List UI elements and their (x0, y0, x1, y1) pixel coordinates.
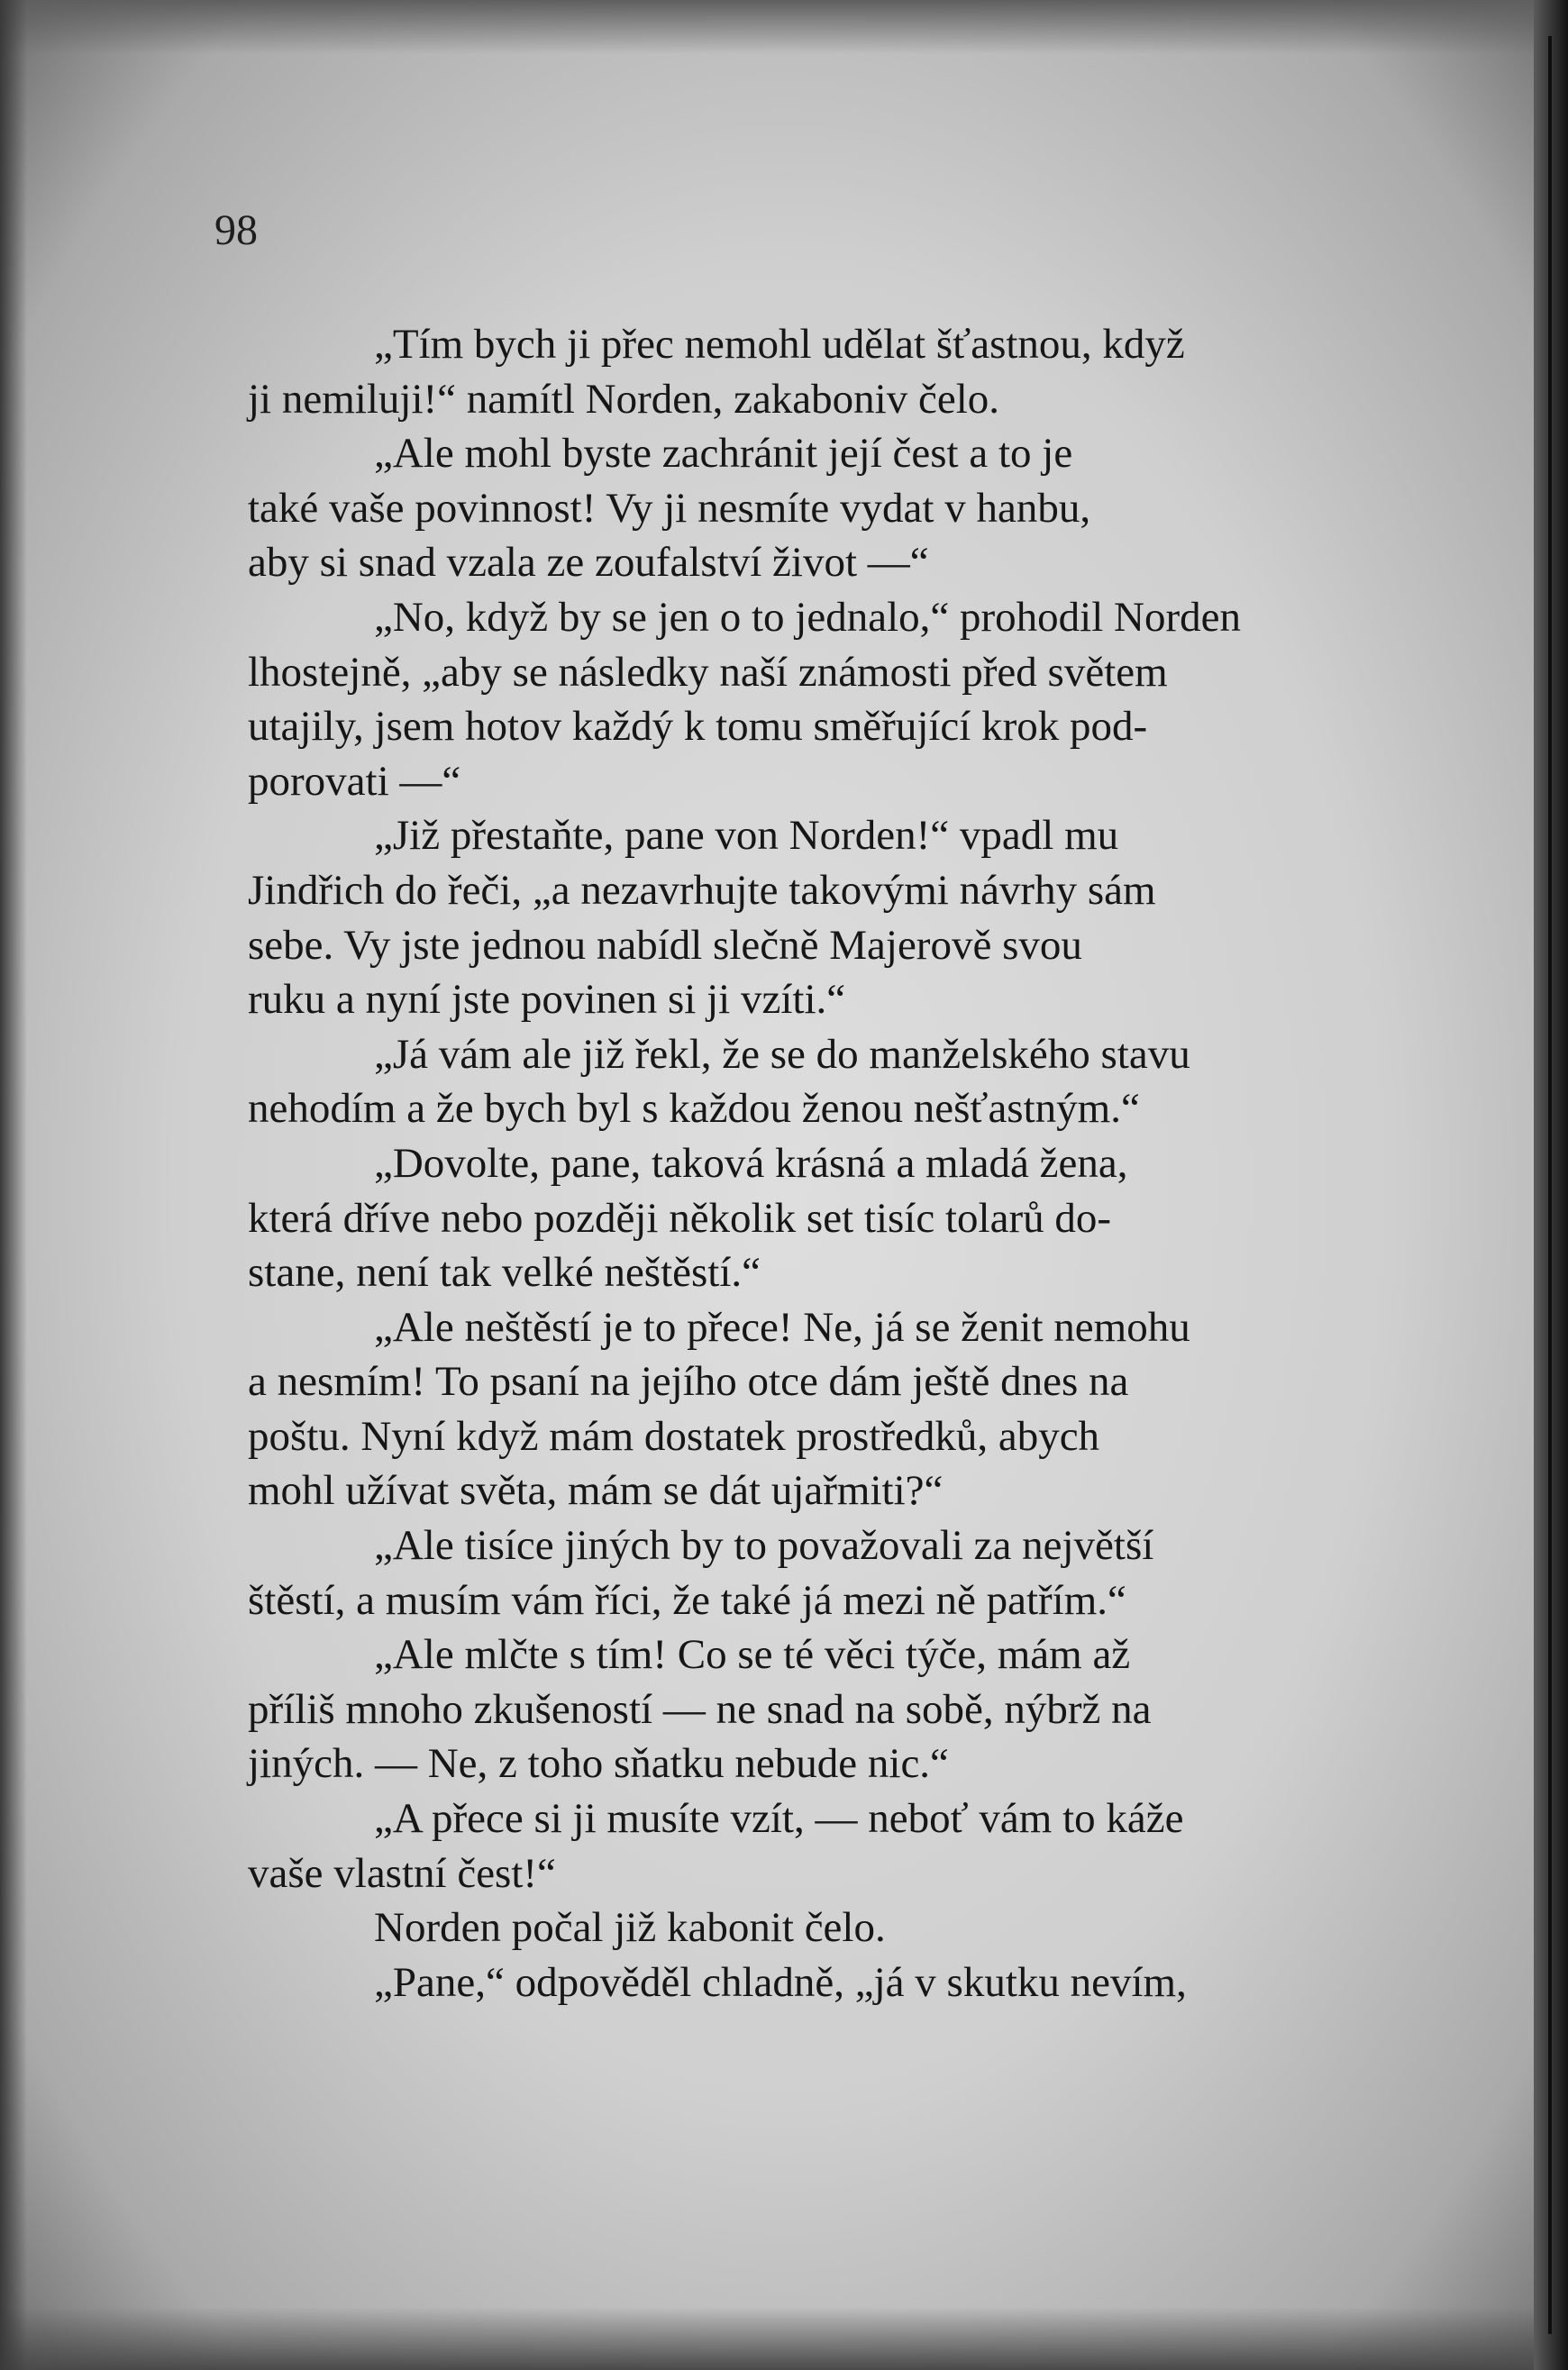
text-line: „No, když by se jen o to jednalo,“ prohodil Norden (374, 593, 1241, 641)
text-line: také vaše povinnost! Vy ji nesmíte vydat v hanbu, (248, 484, 1091, 532)
text-line: která dříve nebo později několik set tisíc tolarů do- (248, 1194, 1111, 1242)
paragraph (248, 426, 1370, 590)
text-line: „Pane,“ odpověděl chladně, „já v skutku nevím, (374, 1958, 1187, 2006)
text-line: sebe. Vy jste jednou nabídl slečně Majerově svou (248, 921, 1082, 969)
page-bottom-shadow (0, 2307, 1568, 2370)
text-line: ruku a nyní jste povinen si ji vzíti.“ (248, 976, 846, 1024)
paragraph (248, 1901, 1370, 1955)
text-line: jiných. — Ne, z toho sňatku nebude nic.“ (248, 1740, 949, 1788)
text-line: „Již přestaňte, pane von Norden!“ vpadl mu (374, 812, 1119, 860)
binding-line (1548, 36, 1552, 2334)
paragraph (248, 1300, 1370, 1518)
paragraph (248, 1136, 1370, 1300)
paragraph (248, 1027, 1370, 1136)
text-line: nehodím a že bych byl s každou ženou nešťastným.“ (248, 1085, 1140, 1133)
paragraph (248, 1955, 1370, 2010)
paragraph (248, 1627, 1370, 1791)
text-line: Jindřich do řeči, „a nezavrhujte takovými návrhy sám (248, 866, 1156, 914)
text-line: štěstí, a musím vám říci, že také já mezi ně patřím.“ (248, 1576, 1126, 1624)
text-line: „Já vám ale již řekl, že se do manželského stavu (374, 1030, 1190, 1078)
text-line: poštu. Nyní když mám dostatek prostředků, abych (248, 1412, 1100, 1460)
page-left-shadow (0, 0, 27, 2370)
body-text (248, 317, 1370, 2010)
text-line: „A přece si ji musíte vzít, — neboť vám to káže (374, 1795, 1184, 1843)
text-line: „Dovolte, pane, taková krásná a mladá žena, (374, 1139, 1128, 1187)
text-line: stane, není tak velké neštěstí.“ (248, 1249, 761, 1297)
text-line: lhostejně, „aby se následky naší známosti před světem (248, 648, 1168, 696)
text-line: příliš mnoho zkušeností — ne snad na sobě, nýbrž na (248, 1685, 1152, 1733)
page-top-shadow (0, 0, 1568, 54)
paragraph (248, 808, 1370, 1026)
text-line: „Tím bych ji přec nemohl udělat šťastnou, když (374, 321, 1185, 368)
text-line: a nesmím! To psaní na jejího otce dám ještě dnes na (248, 1358, 1129, 1406)
paragraph (248, 590, 1370, 808)
text-line: vaše vlastní čest!“ (248, 1849, 556, 1897)
text-line: utajily, jsem hotov každý k tomu směřující krok pod- (248, 703, 1148, 751)
text-line: aby si snad vzala ze zoufalství život —“ (248, 539, 929, 587)
text-line: porovati —“ (248, 757, 461, 805)
text-line: „Ale tisíce jiných by to považovali za největší (374, 1522, 1154, 1570)
text-line: ji nemiluji!“ namítl Norden, zakaboniv čelo. (248, 375, 999, 423)
paragraph (248, 1791, 1370, 1901)
page-number: 98 (214, 206, 258, 254)
text-line: „Ale mlčte s tím! Co se té věci týče, mám až (374, 1631, 1131, 1679)
text-line: mohl užívat světa, mám se dát ujařmiti?“ (248, 1467, 944, 1515)
paragraph (248, 317, 1370, 426)
text-line: „Ale neštěstí je to přece! Ne, já se ženit nemohu (374, 1303, 1190, 1351)
paragraph (248, 1518, 1370, 1627)
text-line: Norden počal již kabonit čelo. (374, 1904, 886, 1952)
text-line: „Ale mohl byste zachránit její čest a to je (374, 430, 1073, 478)
